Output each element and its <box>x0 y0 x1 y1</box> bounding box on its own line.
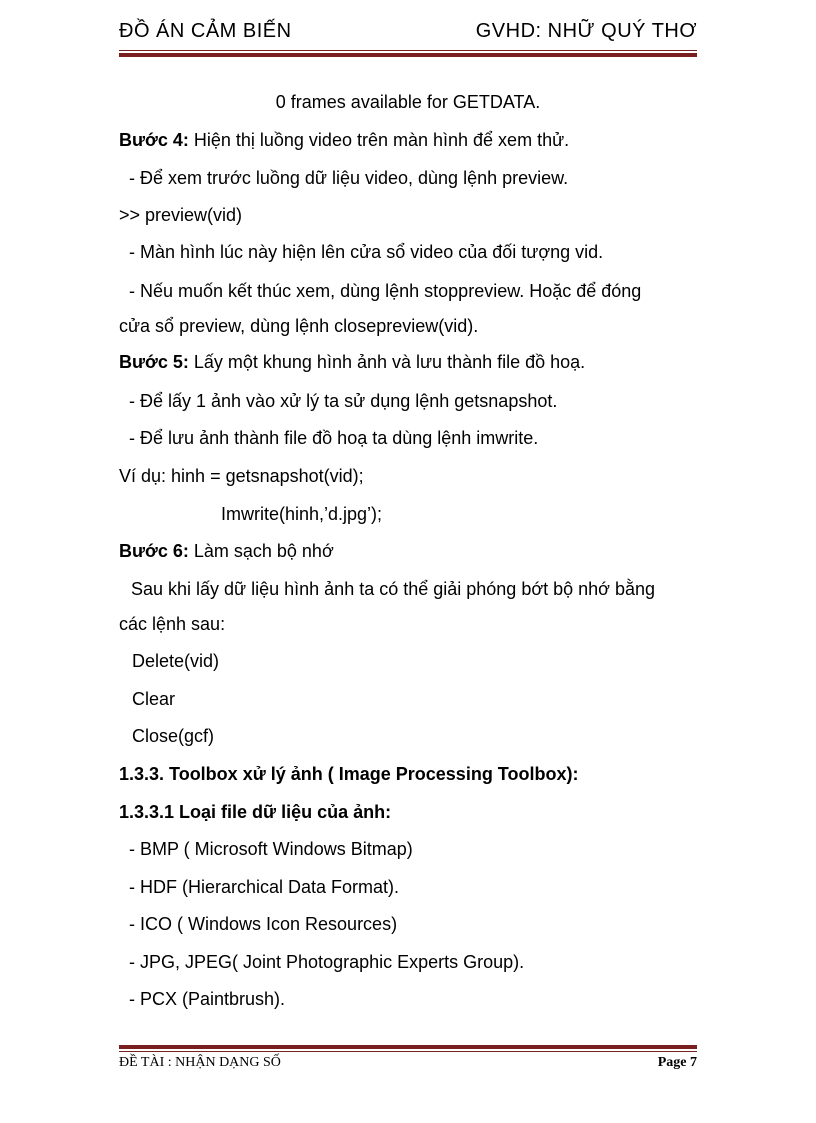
preview-command: >> preview(vid) <box>119 205 243 225</box>
step4-text: Hiện thị luồng video trên màn hình để xem thử. <box>188 130 570 150</box>
step6-text: Làm sạch bộ nhớ <box>188 541 334 561</box>
footer-rule-thick <box>119 1045 697 1049</box>
step4-item-3-line-2: cửa sổ preview, dùng lệnh closepreview(vid). <box>119 316 479 336</box>
footer-rule-thin <box>119 1051 697 1052</box>
step5-item-1: - Để lấy 1 ảnh vào xử lý ta sử dụng lệnh getsnapshot. <box>129 391 558 411</box>
header-title: ĐỒ ÁN CẢM BIẾN <box>119 20 292 42</box>
step6-paragraph-line-2: các lệnh sau: <box>119 614 226 634</box>
header-advisor: GVHD: NHỮ QUÝ THƠ <box>475 20 697 42</box>
step4-item-1: - Để xem trước luồng dữ liệu video, dùng lệnh preview. <box>129 168 569 188</box>
step6-line <box>119 540 334 562</box>
format-list-item: - JPG, JPEG( Joint Photographic Experts Group). <box>129 952 525 972</box>
frames-line: 0 frames available for GETDATA. <box>275 92 541 112</box>
header-rule-thin <box>119 50 697 51</box>
step4-item-3-line-1: - Nếu muốn kết thúc xem, dùng lệnh stoppreview. Hoặc để đóng <box>129 281 642 301</box>
command-close: Close(gcf) <box>132 726 215 746</box>
command-clear: Clear <box>132 689 176 709</box>
header-rule-thick <box>119 53 697 57</box>
step4-label: Bước 4: <box>119 130 189 150</box>
step4-line <box>119 129 569 151</box>
step5-item-2: - Để lưu ảnh thành file đồ hoạ ta dùng lệnh imwrite. <box>129 428 539 448</box>
format-list-item: - PCX (Paintbrush). <box>129 989 286 1009</box>
step5-label: Bước 5: <box>119 352 189 372</box>
command-delete: Delete(vid) <box>132 651 220 671</box>
format-list-item: - BMP ( Microsoft Windows Bitmap) <box>129 839 413 859</box>
step6-paragraph-line-1: Sau khi lấy dữ liệu hình ảnh ta có thể giải phóng bớt bộ nhớ bằng <box>131 579 656 599</box>
step5-text: Lấy một khung hình ảnh và lưu thành file đồ hoạ. <box>188 352 586 372</box>
section-heading-1-3-3: 1.3.3. Toolbox xử lý ảnh ( Image Processing Toolbox): <box>119 764 579 784</box>
example-line-1: Ví dụ: hinh = getsnapshot(vid); <box>119 466 364 486</box>
section-heading-1-3-3-1: 1.3.3.1 Loại file dữ liệu của ảnh: <box>119 802 392 822</box>
page-number: Page 7 <box>657 1055 697 1070</box>
step5-line <box>119 351 585 373</box>
format-list-item: - HDF (Hierarchical Data Format). <box>129 877 400 897</box>
step6-label: Bước 6: <box>119 541 189 561</box>
example-line-2: Imwrite(hinh,’d.jpg’); <box>221 504 383 524</box>
step4-item-2: - Màn hình lúc này hiện lên cửa sổ video của đối tượng vid. <box>129 242 604 262</box>
footer-topic: ĐỀ TÀI : NHẬN DẠNG SỐ <box>119 1055 281 1070</box>
format-list-item: - ICO ( Windows Icon Resources) <box>129 914 398 934</box>
page-header <box>119 18 697 48</box>
